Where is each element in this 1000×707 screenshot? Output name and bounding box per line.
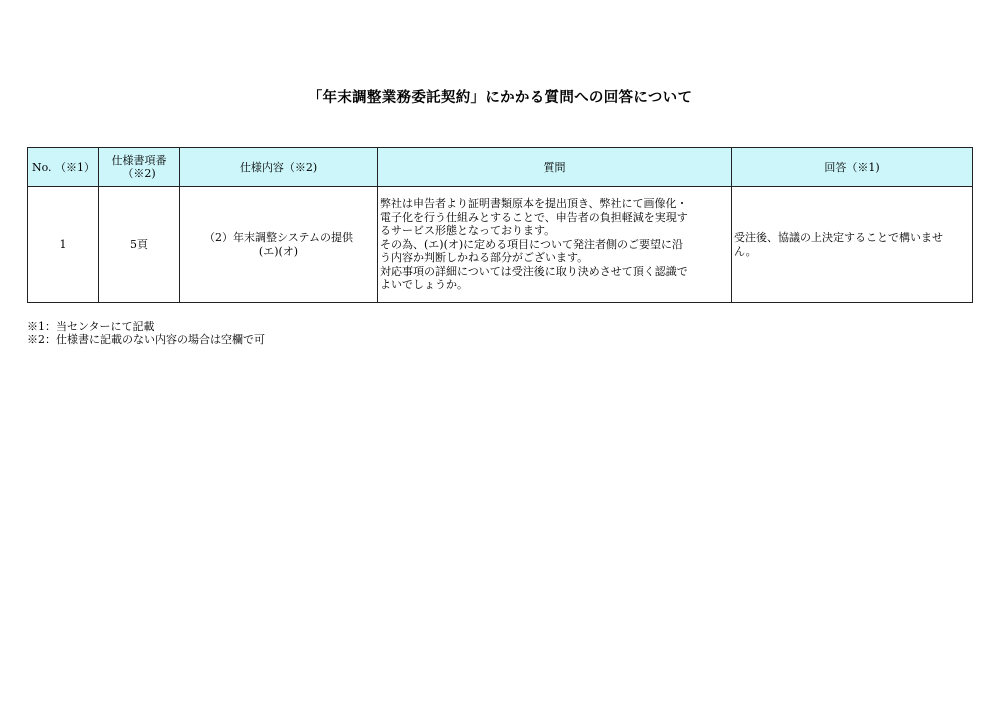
table-row (28, 187, 973, 303)
footnote-1: ※1：当センターにて記載 (27, 320, 155, 333)
footnotes (27, 320, 265, 346)
cell-answer: 受注後、協議の上決定することで構いませ ん。 (732, 187, 973, 303)
qa-table (27, 147, 973, 303)
cell-no: 1 (28, 187, 99, 303)
cell-spec-content: （2）年末調整システムの提供 (エ)(オ) (180, 187, 378, 303)
header-no: No. （※1） (28, 148, 99, 187)
footnote-2: ※2：仕様書に記載のない内容の場合は空欄で可 (27, 333, 265, 346)
header-spec-content: 仕様内容（※2) (180, 148, 378, 187)
header-spec-page: 仕様書項番 （※2) (99, 148, 180, 187)
cell-question: 弊社は申告者より証明書類原本を提出頂き、弊社にて画像化・ 電子化を行う仕組みとすることで、申告者の負担軽減を実現す るサービス形態となっております。 その為、(エ)(オ)に定める項目について発注者側のご要望に沿 う内容か判断しかねる部分がございます。 対応事項の詳細については受注後に取り決めさせて頂く認識で よいでしょうか。 (378, 187, 732, 303)
header-question: 質問 (378, 148, 732, 187)
table-header-row (28, 148, 973, 187)
cell-spec-page: 5頁 (99, 187, 180, 303)
header-answer: 回答（※1) (732, 148, 973, 187)
page-title: 「年末調整業務委託契約」にかかる質問への回答について (307, 90, 693, 106)
